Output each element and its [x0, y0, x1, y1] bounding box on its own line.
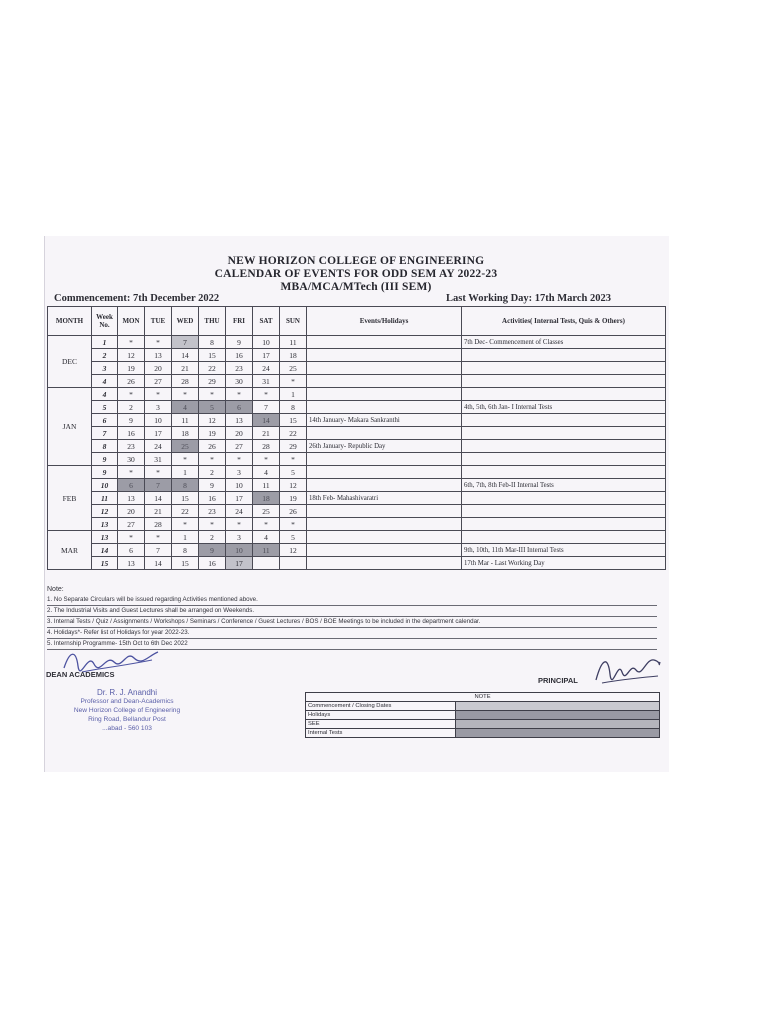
legend-label: Internal Tests — [306, 729, 456, 738]
col-week: Week No. — [92, 307, 118, 336]
day-cell: 22 — [280, 427, 307, 440]
day-cell: 6 — [118, 479, 145, 492]
legend-label: Holidays — [306, 711, 456, 720]
calendar-row — [48, 375, 666, 388]
day-cell: 23 — [226, 362, 253, 375]
day-cell: 17 — [253, 349, 280, 362]
day-cell: 10 — [226, 479, 253, 492]
col-activities: Activities( Internal Tests, Quis & Others) — [462, 307, 666, 336]
day-cell: 21 — [145, 505, 172, 518]
day-cell: * — [145, 466, 172, 479]
legend-swatch — [456, 729, 660, 738]
day-cell: * — [145, 531, 172, 544]
legend-swatch — [456, 702, 660, 711]
event-cell — [307, 349, 462, 362]
week-number: 9 — [92, 453, 118, 466]
day-cell: 8 — [280, 401, 307, 414]
calendar-row — [48, 362, 666, 375]
day-cell: 7 — [145, 544, 172, 557]
calendar-row — [48, 505, 666, 518]
day-cell: * — [199, 518, 226, 531]
day-cell: 13 — [118, 557, 145, 570]
day-cell: * — [118, 531, 145, 544]
col-fri: FRI — [226, 307, 253, 336]
day-cell: 3 — [226, 531, 253, 544]
day-cell: 20 — [226, 427, 253, 440]
day-cell: 3 — [145, 401, 172, 414]
day-cell: 5 — [280, 531, 307, 544]
week-number: 10 — [92, 479, 118, 492]
calendar-row — [48, 544, 666, 557]
activity-cell — [462, 492, 666, 505]
day-cell: 14 — [253, 414, 280, 427]
calendar-title: CALENDAR OF EVENTS FOR ODD SEM AY 2022-23 — [214, 268, 498, 280]
day-cell: 10 — [226, 544, 253, 557]
activity-cell — [462, 414, 666, 427]
week-number: 11 — [92, 492, 118, 505]
day-cell: 19 — [199, 427, 226, 440]
day-cell: 4 — [253, 531, 280, 544]
day-cell: 8 — [172, 544, 199, 557]
event-cell — [307, 401, 462, 414]
day-cell: 16 — [199, 557, 226, 570]
week-number: 4 — [92, 388, 118, 401]
calendar-row — [48, 557, 666, 570]
activity-cell — [462, 440, 666, 453]
day-cell: 4 — [172, 401, 199, 414]
event-cell — [307, 362, 462, 375]
event-cell — [307, 466, 462, 479]
day-cell: 15 — [280, 414, 307, 427]
activity-cell: 4th, 5th, 6th Jan- I Internal Tests — [462, 401, 666, 414]
legend-table — [305, 692, 660, 738]
day-cell: 17 — [226, 492, 253, 505]
day-cell: 26 — [199, 440, 226, 453]
legend-swatch — [456, 720, 660, 729]
event-cell: 18th Feb- Mahashivaratri — [307, 492, 462, 505]
day-cell: 7 — [253, 401, 280, 414]
legend-label: SEE — [306, 720, 456, 729]
day-cell: 22 — [199, 362, 226, 375]
day-cell: 10 — [145, 414, 172, 427]
college-title: NEW HORIZON COLLEGE OF ENGINEERING — [227, 255, 485, 267]
day-cell: 5 — [199, 401, 226, 414]
day-cell: * — [172, 388, 199, 401]
week-number: 12 — [92, 505, 118, 518]
day-cell: * — [118, 388, 145, 401]
day-cell: 1 — [280, 388, 307, 401]
day-cell: 1 — [172, 531, 199, 544]
day-cell: 8 — [199, 336, 226, 349]
day-cell: 16 — [226, 349, 253, 362]
event-cell — [307, 557, 462, 570]
week-number: 15 — [92, 557, 118, 570]
day-cell: 15 — [172, 492, 199, 505]
day-cell: 9 — [226, 336, 253, 349]
day-cell: * — [145, 388, 172, 401]
day-cell: 18 — [280, 349, 307, 362]
week-number: 9 — [92, 466, 118, 479]
week-number: 5 — [92, 401, 118, 414]
legend-swatch — [456, 711, 660, 720]
day-cell: * — [172, 453, 199, 466]
programme-title: MBA/MCA/MTech (III SEM) — [280, 281, 432, 293]
stamp-line: Professor and Dean-Academics — [80, 698, 174, 705]
stamp-line: New Horizon College of Engineering — [73, 707, 181, 714]
event-cell — [307, 388, 462, 401]
day-cell — [253, 557, 280, 570]
calendar-row — [48, 466, 666, 479]
event-cell — [307, 544, 462, 557]
col-sun: SUN — [280, 307, 307, 336]
notes-section — [47, 585, 657, 650]
calendar-row — [48, 531, 666, 544]
day-cell: * — [280, 518, 307, 531]
day-cell: 9 — [199, 479, 226, 492]
day-cell: 25 — [172, 440, 199, 453]
col-month: MONTH — [48, 307, 92, 336]
col-wed: WED — [172, 307, 199, 336]
activity-cell: 17th Mar - Last Working Day — [462, 557, 666, 570]
calendar-row — [48, 453, 666, 466]
calendar-row — [48, 479, 666, 492]
day-cell: 13 — [145, 349, 172, 362]
activity-cell — [462, 349, 666, 362]
day-cell: 2 — [199, 466, 226, 479]
day-cell: 11 — [172, 414, 199, 427]
calendar-header-row — [48, 307, 666, 336]
col-events: Events/Holidays — [307, 307, 462, 336]
activity-cell: 6th, 7th, 8th Feb-II Internal Tests — [462, 479, 666, 492]
event-cell — [307, 505, 462, 518]
col-tue: TUE — [145, 307, 172, 336]
calendar-row — [48, 518, 666, 531]
legend-label: Commencement / Closing Dates — [306, 702, 456, 711]
calendar-row — [48, 401, 666, 414]
event-cell: 14th January- Makara Sankranthi — [307, 414, 462, 427]
day-cell: * — [199, 388, 226, 401]
week-number: 6 — [92, 414, 118, 427]
day-cell: * — [118, 336, 145, 349]
day-cell: 17 — [145, 427, 172, 440]
week-number: 1 — [92, 336, 118, 349]
event-cell — [307, 531, 462, 544]
day-cell: 1 — [172, 466, 199, 479]
official-stamp — [52, 688, 202, 733]
day-cell: 11 — [253, 544, 280, 557]
day-cell: 15 — [199, 349, 226, 362]
legend-title: NOTE — [306, 693, 660, 702]
day-cell: 11 — [253, 479, 280, 492]
col-sat: SAT — [253, 307, 280, 336]
day-cell: * — [118, 466, 145, 479]
stamp-line: Ring Road, Bellandur Post — [88, 716, 166, 723]
event-cell — [307, 453, 462, 466]
day-cell: 7 — [145, 479, 172, 492]
week-number: 13 — [92, 518, 118, 531]
stamp-name: Dr. R. J. Anandhi — [96, 688, 158, 697]
month-label: MAR — [48, 531, 92, 570]
day-cell: * — [226, 388, 253, 401]
calendar-row — [48, 492, 666, 505]
event-cell — [307, 375, 462, 388]
day-cell: 18 — [253, 492, 280, 505]
day-cell: 23 — [199, 505, 226, 518]
day-cell: 20 — [118, 505, 145, 518]
day-cell: * — [172, 518, 199, 531]
calendar-row — [48, 336, 666, 349]
day-cell: 24 — [253, 362, 280, 375]
note-item: 1. No Separate Circulars will be issued regarding Activities mentioned above. — [47, 595, 657, 606]
month-label: DEC — [48, 336, 92, 388]
day-cell: 22 — [172, 505, 199, 518]
event-cell — [307, 427, 462, 440]
day-cell: 4 — [253, 466, 280, 479]
day-cell: 5 — [280, 466, 307, 479]
week-number: 7 — [92, 427, 118, 440]
day-cell: 3 — [226, 466, 253, 479]
week-number: 13 — [92, 531, 118, 544]
day-cell: 31 — [253, 375, 280, 388]
day-cell: 14 — [145, 492, 172, 505]
day-cell: * — [226, 518, 253, 531]
day-cell: 26 — [280, 505, 307, 518]
day-cell: 10 — [253, 336, 280, 349]
day-cell: 2 — [118, 401, 145, 414]
note-item: 5. Internship Programme- 15th Oct to 6th Dec 2022 — [47, 639, 657, 650]
calendar-row — [48, 427, 666, 440]
day-cell: 6 — [226, 401, 253, 414]
day-cell: 26 — [118, 375, 145, 388]
last-working-day: Last Working Day: 17th March 2023 — [446, 293, 611, 304]
event-cell — [307, 518, 462, 531]
day-cell: 12 — [199, 414, 226, 427]
day-cell: 24 — [226, 505, 253, 518]
day-cell: * — [253, 453, 280, 466]
activity-cell — [462, 466, 666, 479]
day-cell: 21 — [172, 362, 199, 375]
week-number: 4 — [92, 375, 118, 388]
activity-cell — [462, 518, 666, 531]
note-item: 2. The Industrial Visits and Guest Lectures shall be arranged on Weekends. — [47, 606, 657, 617]
day-cell: 17 — [226, 557, 253, 570]
day-cell: 6 — [118, 544, 145, 557]
day-cell: 28 — [172, 375, 199, 388]
day-cell: * — [253, 388, 280, 401]
day-cell: 9 — [118, 414, 145, 427]
activity-cell — [462, 427, 666, 440]
col-mon: MON — [118, 307, 145, 336]
day-cell: 27 — [145, 375, 172, 388]
day-cell: * — [280, 375, 307, 388]
day-cell: 16 — [118, 427, 145, 440]
week-number: 2 — [92, 349, 118, 362]
day-cell: 9 — [199, 544, 226, 557]
month-label: FEB — [48, 466, 92, 531]
day-cell: 24 — [145, 440, 172, 453]
week-number: 3 — [92, 362, 118, 375]
notes-title: Note: — [47, 586, 64, 593]
day-cell: 8 — [172, 479, 199, 492]
day-cell: 19 — [118, 362, 145, 375]
principal-signature — [592, 650, 662, 686]
event-cell — [307, 336, 462, 349]
day-cell: 2 — [199, 531, 226, 544]
day-cell: 7 — [172, 336, 199, 349]
day-cell: 27 — [118, 518, 145, 531]
day-cell: * — [280, 453, 307, 466]
day-cell: 14 — [172, 349, 199, 362]
week-number: 14 — [92, 544, 118, 557]
note-item: 3. Internal Tests / Quiz / Assignments / Workshops / Seminars / Conference / Guest Lectures / BOS / BOE Meetings to be included in the department calendar. — [47, 617, 657, 628]
day-cell: 11 — [280, 336, 307, 349]
day-cell: 28 — [253, 440, 280, 453]
dean-academics-label: DEAN ACADEMICS — [46, 670, 115, 679]
day-cell: * — [226, 453, 253, 466]
event-cell: 26th January- Republic Day — [307, 440, 462, 453]
calendar-row — [48, 349, 666, 362]
day-cell: 12 — [118, 349, 145, 362]
day-cell: 13 — [118, 492, 145, 505]
activity-cell — [462, 388, 666, 401]
col-thu: THU — [199, 307, 226, 336]
day-cell: 29 — [280, 440, 307, 453]
commencement-date: Commencement: 7th December 2022 — [54, 293, 220, 304]
activity-cell: 9th, 10th, 11th Mar-III Internal Tests — [462, 544, 666, 557]
activity-cell — [462, 375, 666, 388]
calendar-table — [47, 306, 666, 570]
month-label: JAN — [48, 388, 92, 466]
day-cell: 12 — [280, 544, 307, 557]
day-cell: * — [199, 453, 226, 466]
day-cell: 23 — [118, 440, 145, 453]
activity-cell — [462, 531, 666, 544]
day-cell: 16 — [199, 492, 226, 505]
day-cell: * — [145, 336, 172, 349]
activity-cell — [462, 505, 666, 518]
principal-label: PRINCIPAL — [538, 676, 578, 685]
activity-cell — [462, 453, 666, 466]
activity-cell: 7th Dec- Commencement of Classes — [462, 336, 666, 349]
week-number: 8 — [92, 440, 118, 453]
day-cell: * — [253, 518, 280, 531]
day-cell: 27 — [226, 440, 253, 453]
day-cell: 30 — [118, 453, 145, 466]
day-cell: 29 — [199, 375, 226, 388]
day-cell: 19 — [280, 492, 307, 505]
day-cell: 15 — [172, 557, 199, 570]
day-cell: 18 — [172, 427, 199, 440]
day-cell: 13 — [226, 414, 253, 427]
day-cell: 31 — [145, 453, 172, 466]
calendar-row — [48, 388, 666, 401]
day-cell: 14 — [145, 557, 172, 570]
day-cell: 20 — [145, 362, 172, 375]
day-cell: 30 — [226, 375, 253, 388]
day-cell: 25 — [253, 505, 280, 518]
note-item: 4. Holidays*- Refer list of Holidays for year 2022-23. — [47, 628, 657, 639]
calendar-row — [48, 440, 666, 453]
day-cell: 28 — [145, 518, 172, 531]
day-cell — [280, 557, 307, 570]
day-cell: 25 — [280, 362, 307, 375]
day-cell: 21 — [253, 427, 280, 440]
day-cell: 12 — [280, 479, 307, 492]
stamp-line: ...abad - 560 103 — [102, 725, 152, 732]
activity-cell — [462, 362, 666, 375]
event-cell — [307, 479, 462, 492]
calendar-row — [48, 414, 666, 427]
